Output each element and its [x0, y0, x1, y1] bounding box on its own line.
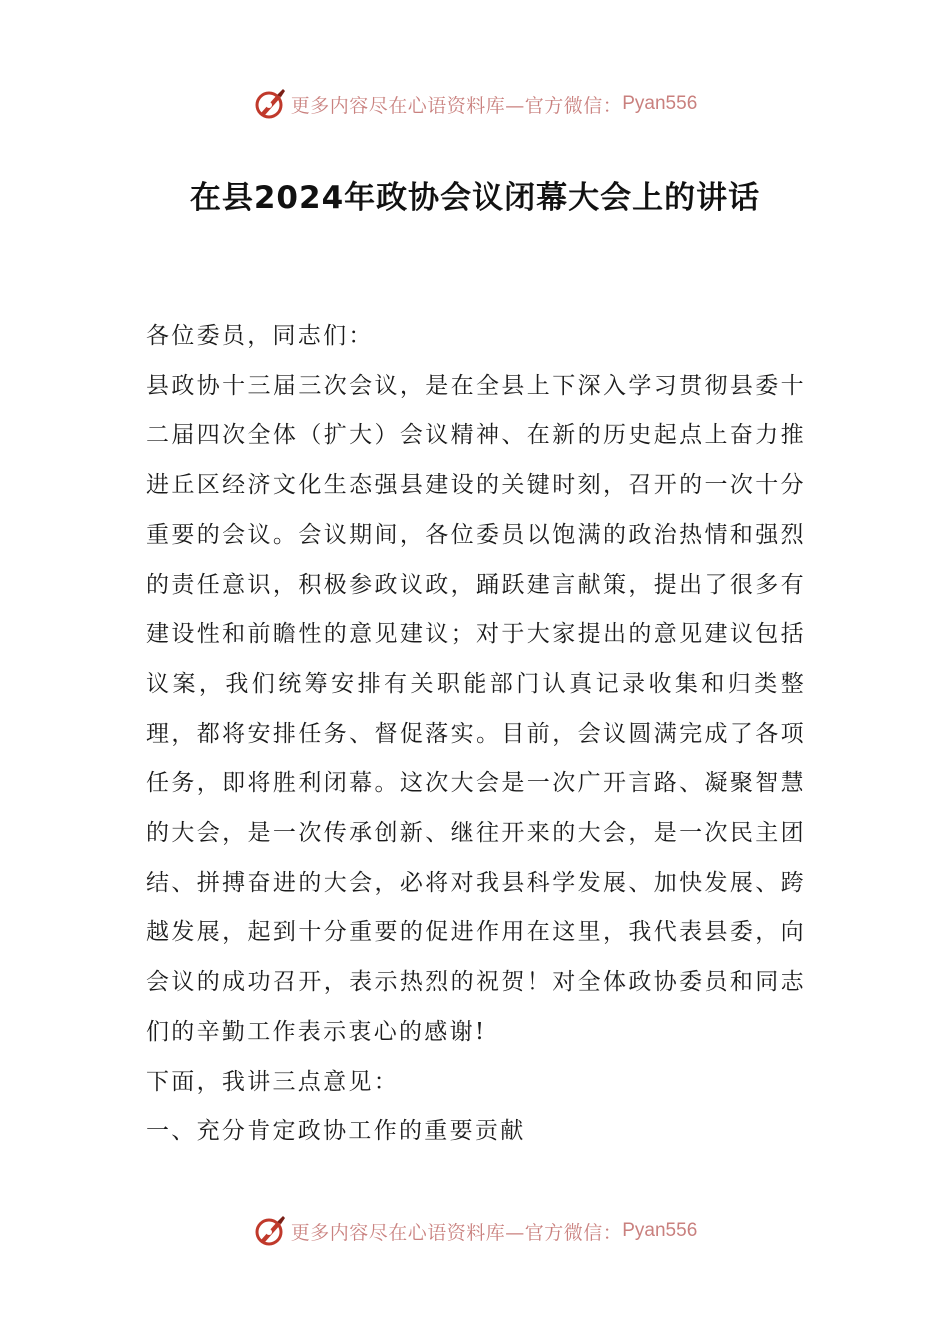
wechat-account: Pyan556	[622, 93, 698, 114]
header-banner	[0, 84, 950, 124]
body-paragraph: 县政协十三届三次会议，是在全县上下深入学习贯彻县委十二届四次全体（扩大）会议精神、在新的历史起点上奋力推进丘区经济文化生态强县建设的关键时刻，召开的一次十分重要的会议。会议期间，各位委员以饱满的政治热情和强烈的责任意识，积极参政议政，踊跃建言献策，提出了很多有建设性和前瞻性的意见建议；对于大家提出的意见建议包括议案，我们统筹安排有关职能部门认真记录收集和归类整理，都将安排任务、督促落实。目前，会议圆满完成了各项任务，即将胜利闭幕。这次大会是一次广开言路、凝聚智慧的大会，是一次传承创新、继往开来的大会，是一次民主团结、拼搏奋进的大会，必将对我县科学发展、加快发展、跨越发展，起到十分重要的促进作用在这里，我代表县委，向会议的成功召开，表示热烈的祝贺！对全体政协委员和同志们的辛勤工作表示衷心的感谢!	[146, 372, 806, 1045]
footer-banner	[0, 1211, 950, 1251]
pen-circle-logo-icon	[253, 1214, 287, 1248]
section-heading: 一、充分肯定政协工作的重要贡献	[146, 1118, 526, 1145]
banner-text: 更多内容尽在心语资料库—官方微信：	[290, 94, 623, 117]
banner-text: 更多内容尽在心语资料库—官方微信：	[290, 1221, 623, 1244]
document-title: 在县2024年政协会议闭幕大会上的讲话	[189, 180, 761, 216]
transition-line: 下面，我讲三点意见：	[146, 1068, 399, 1095]
pen-circle-logo-icon	[253, 87, 287, 121]
document-body	[146, 312, 806, 1157]
wechat-account: Pyan556	[622, 1220, 698, 1241]
salutation: 各位委员，同志们：	[146, 323, 374, 349]
